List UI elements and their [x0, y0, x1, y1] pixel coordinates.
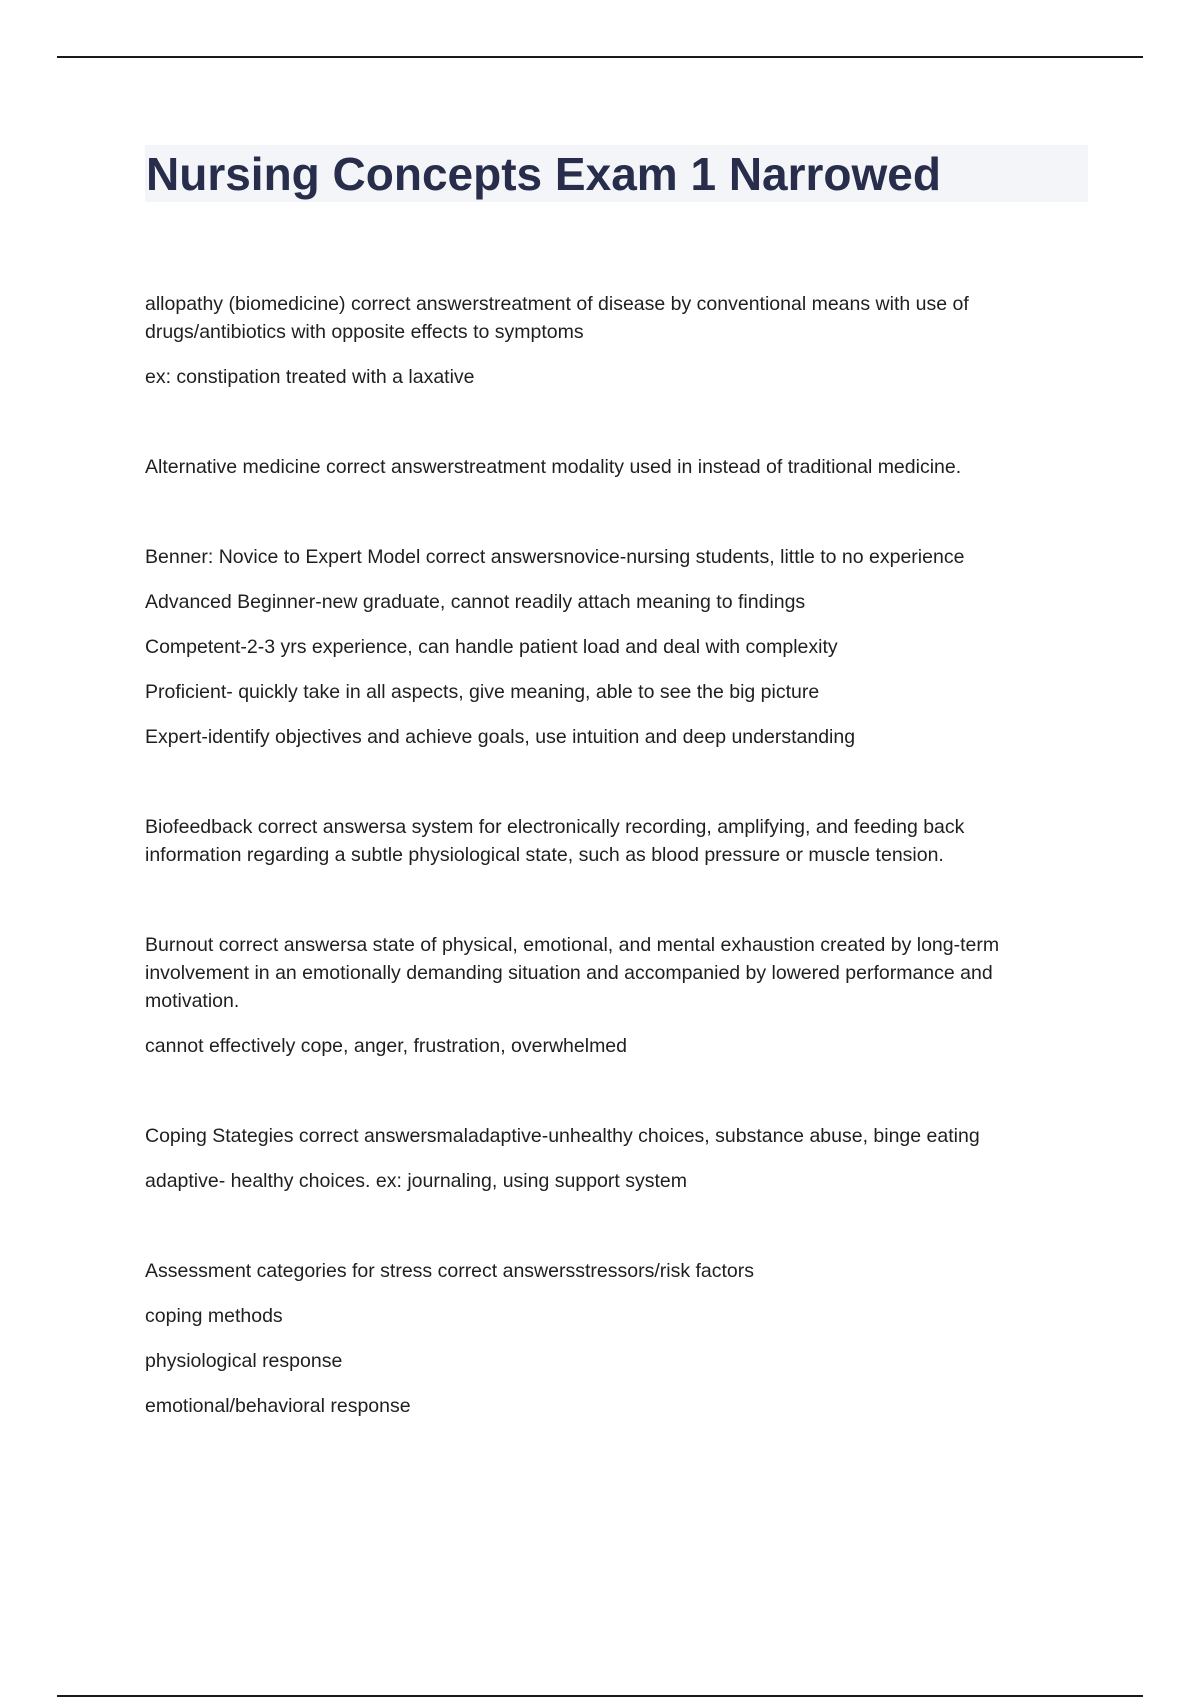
entry-text: allopathy (biomedicine) correct answerstreatment of disease by conventional means with use of drugs/antibiotics with opposite effects to symptoms: [145, 293, 969, 343]
entry-text: ex: constipation treated with a laxative: [145, 366, 475, 388]
entry-allopathy: [145, 290, 1045, 391]
top-rule: [57, 56, 1143, 58]
entry-text: Alternative medicine correct answerstreatment modality used in instead of traditional medicine.: [145, 456, 962, 478]
entry-text: cannot effectively cope, anger, frustration, overwhelmed: [145, 1035, 627, 1057]
document-body: [145, 290, 1045, 1482]
entry-text: coping methods: [145, 1305, 283, 1327]
entry-biofeedback: [145, 813, 1045, 869]
entry-text: Biofeedback correct answersa system for electronically recording, amplifying, and feeding back information regarding a subtle physiological state, such as blood pressure or muscle tension.: [145, 816, 965, 866]
bottom-rule: [57, 1695, 1143, 1697]
entry-benner-model: [145, 543, 1045, 751]
entry-text: Proficient- quickly take in all aspects, give meaning, able to see the big picture: [145, 681, 820, 703]
entry-assessment-stress: [145, 1257, 1045, 1420]
entry-text: Competent-2-3 yrs experience, can handle patient load and deal with complexity: [145, 636, 838, 658]
entry-text: Burnout correct answersa state of physical, emotional, and mental exhaustion created by long-term involvement in an emotionally demanding situation and accompanied by lowered performance and motivation.: [145, 934, 1000, 1012]
entry-alternative-medicine: [145, 453, 1045, 481]
entry-text: Coping Stategies correct answersmaladaptive-unhealthy choices, substance abuse, binge eating: [145, 1125, 980, 1147]
entry-text: Expert-identify objectives and achieve goals, use intuition and deep understanding: [145, 726, 856, 748]
entry-text: Benner: Novice to Expert Model correct answersnovice-nursing students, little to no experience: [145, 546, 965, 568]
page-title: Nursing Concepts Exam 1 Narrowed: [146, 148, 941, 200]
entry-text: Assessment categories for stress correct answersstressors/risk factors: [145, 1260, 755, 1282]
entry-text: emotional/behavioral response: [145, 1395, 411, 1417]
entry-text: Advanced Beginner-new graduate, cannot readily attach meaning to findings: [145, 591, 806, 613]
entry-burnout: [145, 931, 1045, 1060]
entry-coping-strategies: [145, 1122, 1045, 1195]
entry-text: adaptive- healthy choices. ex: journaling, using support system: [145, 1170, 687, 1192]
entry-text: physiological response: [145, 1350, 343, 1372]
